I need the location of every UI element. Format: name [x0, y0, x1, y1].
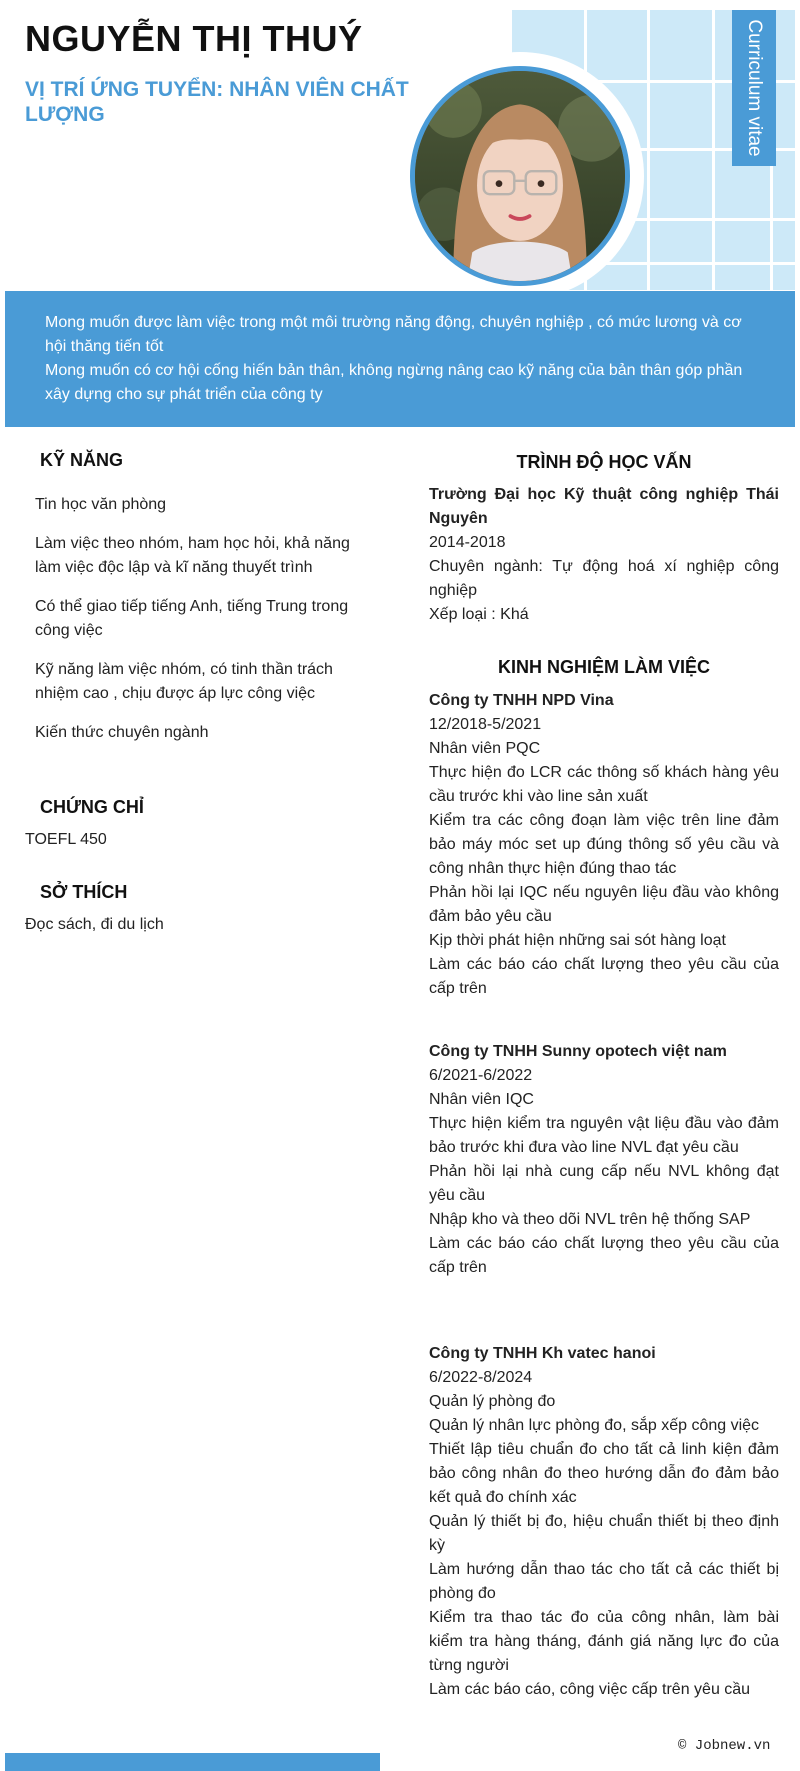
job-task: Kiểm tra các công đoạn làm việc trên line đảm bảo máy móc set up đúng thông số yêu cầu và công nhân thực hiện đúng thao tác: [429, 812, 779, 877]
job-task: Phản hồi lại IQC nếu nguyên liệu đầu vào không đảm bảo yêu cầu: [429, 884, 779, 925]
objective-line: Mong muốn có cơ hội cống hiến bản thân, không ngừng nâng cao kỹ năng của bản thân góp phần xây dựng cho sự phát triển của công ty: [45, 362, 743, 403]
job-role: Quản lý phòng đo: [429, 1393, 556, 1410]
cv-label: Curriculum vitae: [744, 19, 765, 157]
job-company: Công ty TNHH Sunny opotech việt nam: [429, 1043, 727, 1060]
hobby-item: Đọc sách, đi du lịch: [25, 916, 164, 933]
job-period: 6/2021-6/2022: [429, 1067, 533, 1084]
job-task: Thiết lập tiêu chuẩn đo cho tất cả linh kiện đảm bảo công nhân đo theo hướng dẫn đo đảm bảo kết quả đo chính xác: [429, 1441, 779, 1506]
curriculum-vitae-tab: [732, 10, 776, 166]
applied-position: VỊ TRÍ ỨNG TUYỂN: NHÂN VIÊN CHẤT LƯỢNG: [25, 78, 409, 126]
job-task: Làm các báo cáo, công việc cấp trên yêu cầu: [429, 1681, 751, 1698]
job-task: Phản hồi lại nhà cung cấp nếu NVL không đạt yêu cầu: [429, 1163, 779, 1204]
education-grade: Xếp loại : Khá: [429, 606, 529, 623]
school-name: Trường Đại học Kỹ thuật công nghiệp Thái Nguyên: [429, 486, 779, 527]
job-task: Thực hiện kiểm tra nguyên vật liệu đầu vào đảm bảo trước khi đưa vào line NVL đạt yêu cầu: [429, 1115, 779, 1156]
cv-header: [0, 0, 800, 290]
job-task: Quản lý nhân lực phòng đo, sắp xếp công việc: [429, 1417, 760, 1434]
skill-item: Kỹ năng làm việc nhóm, có tinh thần trách nhiệm cao , chịu được áp lực công việc: [35, 661, 333, 702]
job-period: 12/2018-5/2021: [429, 716, 542, 733]
job-task: Thực hiện đo LCR các thông số khách hàng yêu cầu trước khi vào line sản xuất: [429, 764, 779, 805]
job-entry: [429, 1342, 779, 1702]
job-company: Công ty TNHH NPD Vina: [429, 692, 614, 709]
skill-item: Tin học văn phòng: [35, 496, 167, 513]
skill-item: Kiến thức chuyên ngành: [35, 724, 209, 741]
hobbies-heading: SỞ THÍCH: [40, 882, 128, 902]
education-years: 2014-2018: [429, 534, 506, 551]
profile-photo: [410, 66, 630, 286]
copyright-text: © Jobnew.vn: [678, 1738, 771, 1754]
certificate-item: TOEFL 450: [25, 831, 107, 848]
education-major: Chuyên ngành: Tự động hoá xí nghiệp công nghiệp: [429, 558, 779, 599]
job-entry: [429, 689, 779, 1001]
skills-list: [35, 493, 355, 760]
skill-item: Làm việc theo nhóm, ham học hỏi, khả năng làm việc độc lập và kĩ năng thuyết trình: [35, 535, 350, 576]
job-period: 6/2022-8/2024: [429, 1369, 533, 1386]
job-task: Làm các báo cáo chất lượng theo yêu cầu của cấp trên: [429, 1235, 779, 1276]
objective-line: Mong muốn được làm việc trong một môi trường năng động, chuyên nghiệp , có mức lương và cơ hội thăng tiến tốt: [45, 314, 742, 355]
candidate-name: NGUYỄN THỊ THUÝ: [25, 18, 363, 59]
education-heading: TRÌNH ĐỘ HỌC VẤN: [516, 452, 692, 472]
skills-heading: KỸ NĂNG: [40, 450, 124, 470]
job-task: Kiểm tra thao tác đo của công nhân, làm bài kiểm tra hàng tháng, đánh giá năng lực đo của từng người: [429, 1609, 779, 1674]
job-task: Làm các báo cáo chất lượng theo yêu cầu của cấp trên: [429, 956, 779, 997]
job-task: Nhập kho và theo dõi NVL trên hệ thống SAP: [429, 1211, 751, 1228]
portrait-photo-icon: [415, 71, 625, 281]
footer-bar: [5, 1753, 380, 1771]
experience-heading: KINH NGHIỆM LÀM VIỆC: [497, 657, 710, 677]
career-objective: [5, 291, 795, 427]
job-role: Nhân viên IQC: [429, 1091, 534, 1108]
certificates-heading: CHỨNG CHỈ: [40, 797, 144, 817]
education-block: [429, 483, 779, 627]
job-task: Làm hướng dẫn thao tác cho tất cả các thiết bị phòng đo: [429, 1561, 779, 1602]
job-entry: [429, 1040, 779, 1280]
job-company: Công ty TNHH Kh vatec hanoi: [429, 1345, 656, 1362]
job-task: Kịp thời phát hiện những sai sót hàng loạt: [429, 932, 726, 949]
skill-item: Có thể giao tiếp tiếng Anh, tiếng Trung trong công việc: [35, 598, 349, 639]
job-role: Nhân viên PQC: [429, 740, 541, 757]
job-task: Quản lý thiết bị đo, hiệu chuẩn thiết bị theo định kỳ: [429, 1513, 779, 1554]
